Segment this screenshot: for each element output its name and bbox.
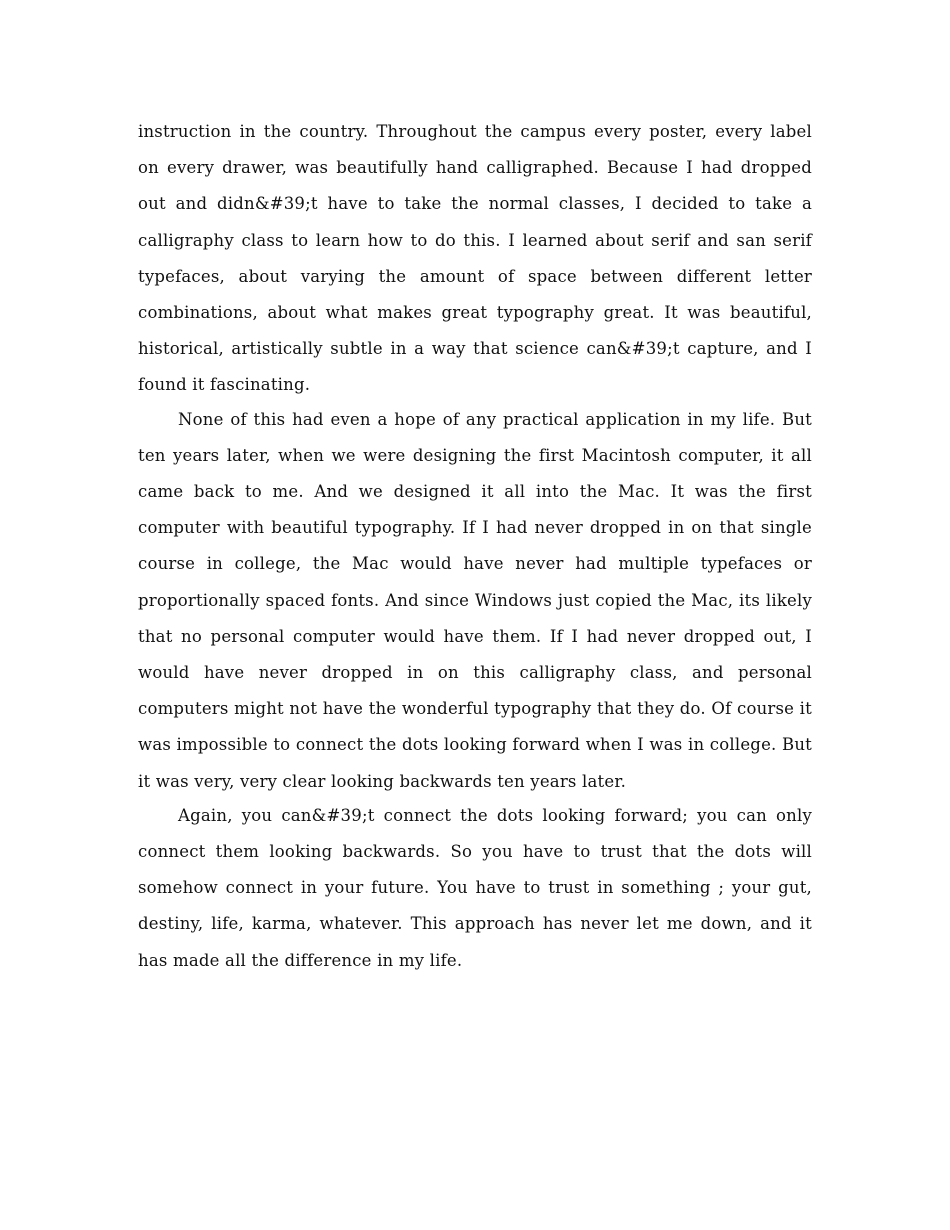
document-body <box>138 114 812 979</box>
paragraph-1: instruction in the country. Throughout the campus every poster, every label on every drawer, was beautifully hand calligraphed. Because I had dropped out and didn&#39;t have to take the normal classes, I decided to take a calligraphy class to learn how to do this. I learned about serif and san serif typefaces, about varying the amount of space between different letter combinations, about what makes great typography great. It was beautiful, historical, artistically subtle in a way that science can&#39;t capture, and I found it fascinating. <box>138 122 812 395</box>
paragraph-3: Again, you can&#39;t connect the dots looking forward; you can only connect them looking backwards. So you have to trust that the dots will somehow connect in your future. You have to trust in something ; your gut, destiny, life, karma, whatever. This approach has never let me down, and it has made all the difference in my life. <box>138 805 812 970</box>
paragraph-2: None of this had even a hope of any practical application in my life. But ten years later, when we were designing the first Macintosh computer, it all came back to me. And we designed it all into the Mac. It was the first computer with beautiful typography. If I had never dropped in on that single course in college, the Mac would have never had multiple typefaces or proportionally spaced fonts. And since Windows just copied the Mac, its likely that no personal computer would have them. If I had never dropped out, I would have never dropped in on this calligraphy class, and personal computers might not have the wonderful typography that they do. Of course it was impossible to connect the dots looking forward when I was in college. But it was very, very clear looking backwards ten years later. <box>138 409 812 791</box>
